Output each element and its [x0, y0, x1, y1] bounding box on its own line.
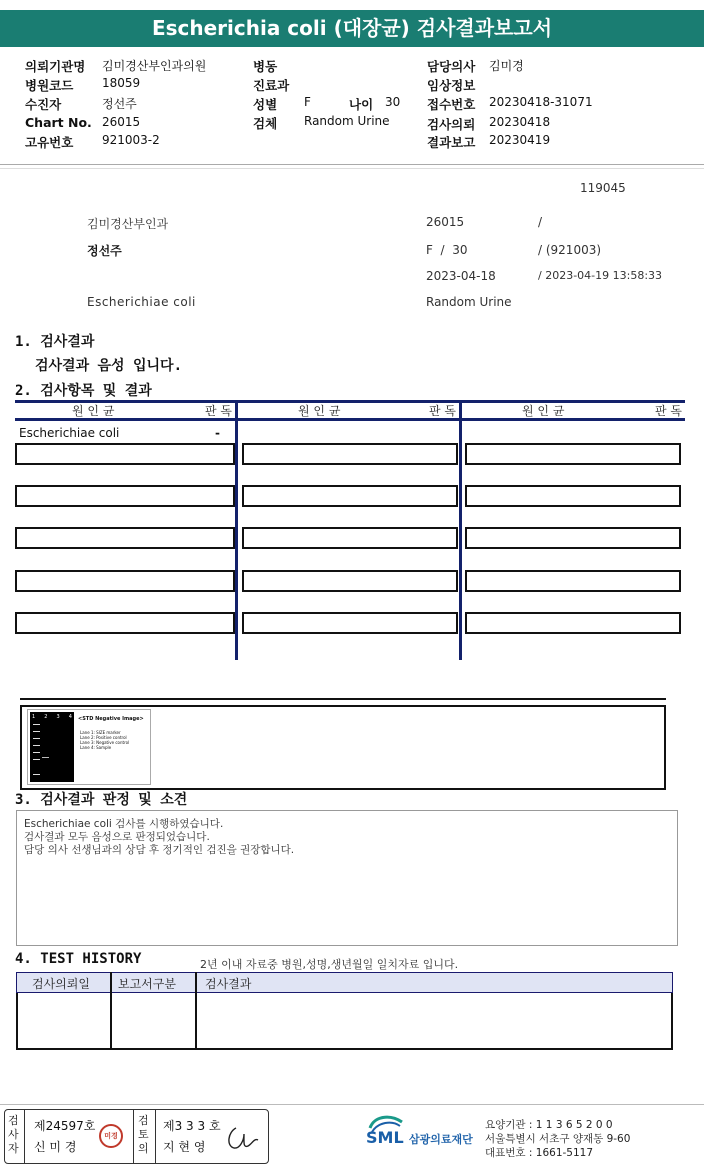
accession-no-value: 20230418-31071 — [489, 95, 593, 109]
age-value: 30 — [385, 95, 401, 109]
table-col-divider-1 — [235, 402, 238, 660]
table-header-group-1 — [72, 402, 232, 419]
requesting-org-label: 의뢰기관명 — [25, 59, 86, 74]
meta-chart: 26015 — [426, 215, 465, 229]
section1-title: 1. 검사결과 — [15, 334, 95, 350]
result-box — [242, 570, 458, 592]
reviewer-signature — [224, 1122, 260, 1154]
inspector-seal: 미경 — [99, 1124, 123, 1148]
report-date-value: 20230419 — [489, 133, 551, 147]
col-pathogen-header: 원 인 균 — [522, 404, 565, 418]
hospital-code-value: 18059 — [102, 76, 141, 90]
history-table-header — [16, 972, 673, 993]
hospital-code-label: 병원코드 — [25, 78, 74, 93]
col-judgment-header: 판 독 — [205, 404, 232, 418]
request-date-label: 검사의뢰 — [427, 117, 476, 132]
signature-divider — [155, 1109, 156, 1164]
ward-label: 병동 — [253, 59, 278, 74]
inspector-label: 검사자 — [8, 1114, 19, 1155]
signature-divider — [133, 1109, 134, 1164]
specimen-label: 검체 — [253, 116, 278, 131]
physician-label: 담당의사 — [427, 59, 476, 74]
result-summary: 검사결과 음성 입니다. — [35, 358, 183, 374]
history-note: 2년 이내 자료중 병원,성명,생년월일 일치자료 입니다. — [200, 958, 459, 971]
meta-code: 119045 — [580, 181, 626, 195]
gel-band — [33, 759, 40, 760]
physician-value: 김미경 — [489, 59, 524, 73]
col-judgment-header: 판 독 — [655, 404, 682, 418]
col-pathogen-header: 원 인 균 — [72, 404, 115, 418]
gel-band — [42, 757, 49, 758]
gel-lane-number: 1 — [32, 714, 36, 720]
reviewer-label: 검토의 — [138, 1114, 149, 1155]
result-judgment: - — [215, 426, 220, 440]
gel-legend-item: Lane 1: SIZE marker — [80, 730, 121, 735]
meta-id: / (921003) — [538, 243, 602, 257]
accession-no-label: 접수번호 — [427, 97, 476, 112]
meta-request-date: 2023-04-18 — [426, 269, 496, 283]
findings-line: Escherichiae coli 검사를 시행하였습니다. — [24, 818, 224, 830]
gel-image — [27, 709, 151, 785]
sex-label: 성별 — [253, 97, 278, 112]
sml-logo-subtitle: 삼광의료재단 — [409, 1133, 473, 1146]
meta-specimen: Random Urine — [426, 295, 512, 309]
gel-lane-numbers — [32, 714, 72, 720]
meta-patient: 정선주 — [87, 244, 122, 258]
patient-value: 정선주 — [102, 97, 137, 111]
gel-lane-number: 4 — [68, 714, 72, 720]
gel-band — [33, 738, 40, 739]
result-box — [465, 570, 681, 592]
section3-title: 3. 검사결과 판정 및 소견 — [15, 792, 188, 808]
gel-band — [33, 752, 40, 753]
institution-address: 서울특별시 서초구 양재동 9-60 — [485, 1133, 631, 1145]
history-col-result: 검사결과 — [205, 977, 252, 991]
gel-band — [33, 724, 40, 725]
meta-report-datetime: / 2023-04-19 13:58:33 — [538, 269, 663, 282]
result-box — [242, 612, 458, 634]
result-box — [15, 443, 235, 465]
inspector-license: 제24597호 — [34, 1119, 96, 1133]
findings-text — [24, 818, 294, 857]
result-box — [242, 527, 458, 549]
findings-line: 검사결과 모두 음성으로 판정되었습니다. — [24, 831, 210, 843]
gel-band — [33, 745, 40, 746]
findings-line: 담당 의사 선생님과의 상담 후 정기적인 검진을 권장합니다. — [24, 844, 295, 856]
institution-phone: 대표번호 : 1661-5117 — [485, 1147, 594, 1159]
reviewer-license: 제3 3 3 호 — [163, 1119, 221, 1133]
section2-title: 2. 검사항목 및 결과 — [15, 383, 152, 399]
history-col-request-date: 검사의뢰일 — [32, 977, 90, 991]
gel-legend-item: Lane 2: Positive control — [80, 735, 127, 740]
history-table-body — [16, 993, 673, 1050]
report-title: Escherichia coli (대장균) 검사결과보고서 — [0, 10, 704, 47]
meta-clinic: 김미경산부인과 — [87, 217, 169, 231]
gel-band — [33, 731, 40, 732]
sex-value: F — [304, 95, 311, 109]
result-box — [242, 443, 458, 465]
unique-id-value: 921003-2 — [102, 133, 160, 147]
section4-title: 4. TEST HISTORY — [15, 951, 142, 967]
table-header-group-3 — [522, 402, 682, 419]
sml-logo-text: SML — [366, 1128, 404, 1147]
department-label: 진료과 — [253, 78, 290, 93]
report-date-label: 결과보고 — [427, 135, 476, 150]
gel-electrophoresis-image — [30, 712, 74, 782]
gel-legend-item: Lane 4: Sample — [80, 745, 112, 750]
result-box — [465, 485, 681, 507]
signature-divider — [24, 1109, 25, 1164]
result-box — [242, 485, 458, 507]
gel-legend — [80, 730, 129, 750]
result-box — [15, 527, 235, 549]
result-box — [15, 570, 235, 592]
requesting-org-value: 김미경산부인과의원 — [102, 59, 207, 73]
gel-band — [33, 774, 40, 775]
header-divider-top — [0, 164, 704, 165]
reviewer-name: 지 현 영 — [163, 1140, 206, 1154]
result-pathogen: Escherichiae coli — [19, 426, 120, 440]
chart-no-label: Chart No. — [25, 115, 92, 130]
result-box — [15, 612, 235, 634]
gel-lane-number: 3 — [56, 714, 60, 720]
specimen-value: Random Urine — [304, 114, 390, 128]
meta-test-name: Escherichiae coli — [87, 295, 196, 309]
table-header-group-2 — [298, 402, 456, 419]
gel-top-rule — [20, 698, 666, 700]
meta-slash: / — [538, 215, 543, 229]
result-box — [465, 443, 681, 465]
history-col-divider — [195, 972, 197, 1050]
institution-number: 요양기관 : 1 1 3 6 5 2 0 0 — [485, 1119, 613, 1131]
history-col-divider — [110, 972, 112, 1050]
result-box — [15, 485, 235, 507]
unique-id-label: 고유번호 — [25, 135, 74, 150]
inspector-name: 신 미 경 — [34, 1140, 77, 1154]
clinical-info-label: 임상정보 — [427, 78, 476, 93]
chart-no-value: 26015 — [102, 115, 141, 129]
footer-rule — [0, 1104, 704, 1105]
gel-lane-number: 2 — [44, 714, 48, 720]
history-col-report-type: 보고서구분 — [118, 977, 176, 991]
col-pathogen-header: 원 인 균 — [298, 404, 341, 418]
age-label: 나이 — [349, 97, 374, 112]
result-box — [465, 612, 681, 634]
result-box — [465, 527, 681, 549]
table-col-divider-2 — [459, 402, 462, 660]
patient-label: 수진자 — [25, 97, 62, 112]
gel-caption-title: <STD Negative Image> — [78, 716, 144, 722]
gel-legend-item: Lane 3: Negative control — [80, 740, 130, 745]
col-judgment-header: 판 독 — [429, 404, 456, 418]
header-divider-bottom — [0, 168, 704, 169]
meta-sex-age: F / 30 — [426, 243, 468, 257]
request-date-value: 20230418 — [489, 115, 551, 129]
